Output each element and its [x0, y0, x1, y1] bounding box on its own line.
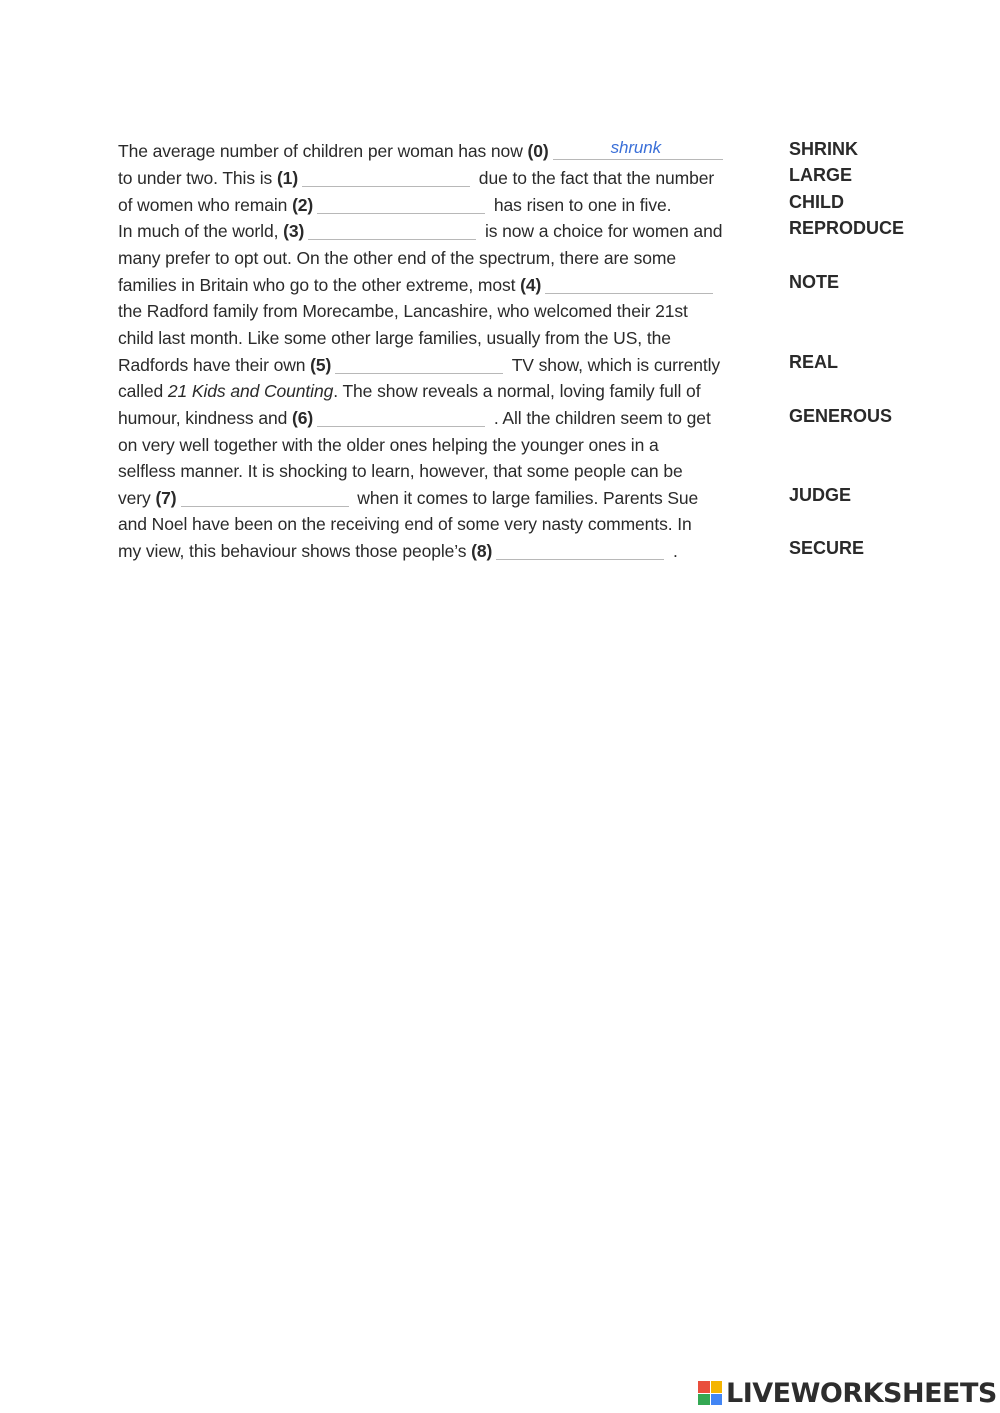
text-line-7: child last month. Like some other large families, usually from the US, the [118, 328, 671, 348]
text-line-10: humour, kindness and (6) . All the children seem to get [118, 408, 711, 428]
text-line-6: the Radford family from Morecambe, Lancashire, who welcomed their 21st [118, 301, 688, 321]
text-line-3: In much of the world, (3) is now a choice for women and [118, 221, 723, 241]
gap-number-0: (0) [527, 141, 549, 161]
gap-3-input[interactable] [308, 219, 476, 240]
keyword-note: NOTE [789, 272, 840, 292]
gap-number-6: (6) [292, 408, 314, 428]
keyword-shrink: SHRINK [789, 139, 859, 159]
gap-number-5: (5) [310, 355, 332, 375]
text-line-12: selfless manner. It is shocking to learn, however, that some people can be [118, 461, 683, 481]
gap-8-input[interactable] [496, 539, 664, 560]
text-line-8: Radfords have their own (5) TV show, which is currently [118, 355, 721, 375]
text-line-11: on very well together with the older ones helping the younger ones in a [118, 435, 659, 455]
liveworksheets-logo[interactable] [698, 1377, 997, 1409]
keyword-real: REAL [789, 352, 838, 372]
show-title: 21 Kids and Counting [167, 381, 334, 401]
text-line-4: many prefer to opt out. On the other end of the spectrum, there are some [118, 248, 676, 268]
gap-number-7: (7) [155, 488, 177, 508]
gap-1-input[interactable] [302, 166, 470, 187]
text-line-15: my view, this behaviour shows those people’s (8) . [118, 541, 678, 561]
logo-text: LIVEWORKSHEETS [726, 1377, 997, 1409]
gap-number-3: (3) [283, 221, 305, 241]
keyword-child: CHILD [789, 192, 844, 212]
text-line-9: called 21 Kids and Counting. The show reveals a normal, loving family full of [118, 381, 701, 401]
gap-5-input[interactable] [335, 353, 503, 374]
text-line-2: of women who remain (2) has risen to one in five. [118, 195, 672, 215]
logo-mark-icon [698, 1381, 722, 1405]
gap-6-input[interactable] [317, 406, 485, 427]
keyword-secure: SECURE [789, 538, 865, 558]
keyword-generous: GENEROUS [789, 406, 893, 426]
gap-2-input[interactable] [317, 193, 485, 214]
example-answer: shrunk [610, 138, 662, 157]
text-line-13: very (7) when it comes to large families. Parents Sue [118, 488, 699, 508]
logo-square-2 [711, 1381, 723, 1393]
logo-square-3 [698, 1394, 710, 1406]
keyword-large: LARGE [789, 165, 852, 185]
keyword-judge: JUDGE [789, 485, 852, 505]
gap-4-input[interactable] [545, 273, 713, 294]
logo-square-1 [698, 1381, 710, 1393]
text-line-14: and Noel have been on the receiving end of some very nasty comments. In [118, 514, 692, 534]
text-line-5: families in Britain who go to the other extreme, most (4) [118, 272, 778, 299]
keyword-reproduce: REPRODUCE [789, 218, 905, 238]
gap-number-2: (2) [292, 195, 314, 215]
gap-0-example [553, 139, 723, 160]
gap-7-input[interactable] [181, 486, 349, 507]
text-line-1: to under two. This is (1) due to the fact that the number [118, 168, 715, 188]
text-line-0: The average number of children per woman has now (0) shrunk [118, 138, 778, 165]
gap-number-1: (1) [276, 168, 299, 188]
logo-square-4 [711, 1394, 723, 1406]
gap-number-4: (4) [520, 275, 542, 295]
gap-number-8: (8) [471, 541, 493, 561]
